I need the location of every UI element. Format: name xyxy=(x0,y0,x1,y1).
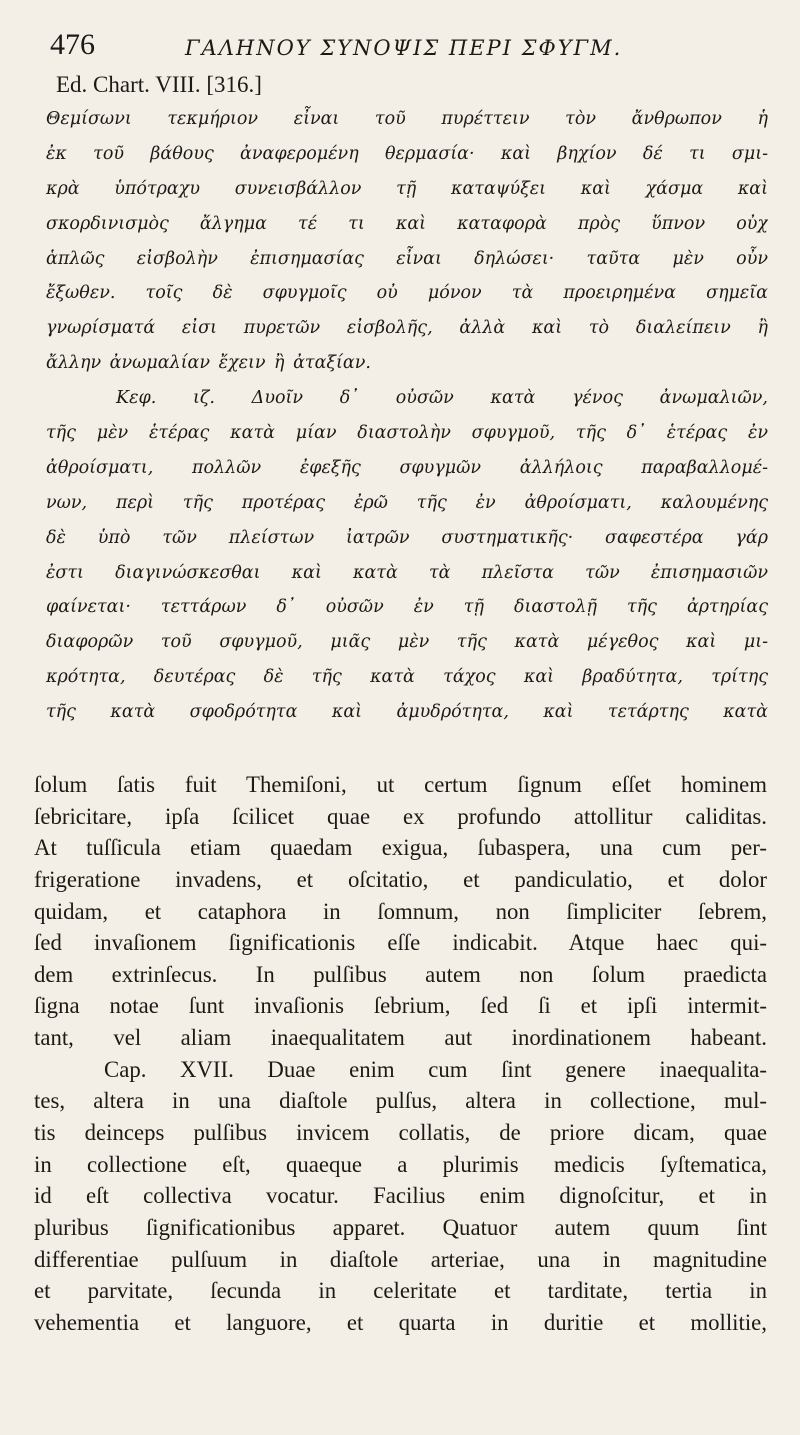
latin-line: At tuſſicula etiam quaedam exigua, ſubaspera, una cum per- xyxy=(34,835,767,861)
latin-line: ſolum ſatis fuit Themiſoni, ut certum ſignum eſſet hominem xyxy=(34,772,767,797)
greek-line: ἄλλην ἀνωμαλίαν ἔχειν ἢ ἀταξίαν. xyxy=(46,353,371,374)
latin-text-block xyxy=(34,769,767,1339)
latin-line: tis deinceps pulſibus invicem collatis, de priore dicam, quae xyxy=(34,1120,767,1146)
latin-line: pluribus ſignificationibus apparet. Quatuor autem quum ſint xyxy=(34,1214,767,1240)
latin-line: differentiae pulſuum in diaſtole arteriae, una in magnitudine xyxy=(34,1246,767,1272)
latin-line: ſed invaſionem ſignificationis eſſe indicabit. Atque haec qui- xyxy=(34,930,767,956)
greek-line: Θεμίσωνι τεκμήριον εἶναι τοῦ πυρέττειν τὸν ἄνθρωπον ἡ xyxy=(46,109,768,129)
greek-line: νων, περὶ τῆς προτέρας ἐρῶ τῆς ἐν ἀθροίσματι, καλουμένης xyxy=(46,492,768,513)
greek-line: ἐκ τοῦ βάθους ἀναφερομένη θερμασία· καὶ βηχίον δέ τι σμι- xyxy=(46,143,768,164)
latin-line: quidam, et cataphora in ſomnum, non ſimpliciter ſebrem, xyxy=(34,898,767,924)
greek-line: φαίνεται· τεττάρων δ᾽ οὐσῶν ἐν τῇ διαστολῇ τῆς ἀρτηρίας xyxy=(46,597,768,618)
latin-line: in collectione eſt, quaeque a plurimis medicis ſyſtematica, xyxy=(34,1151,767,1177)
latin-line: et parvitate, ſecunda in celeritate et tarditate, tertia in xyxy=(34,1278,767,1304)
greek-chapter-heading-line: Κεφ. ιζ. Δυοῖν δ᾽ οὐσῶν κατὰ γένος ἀνωμαλιῶν, xyxy=(116,388,768,409)
latin-line: frigeratione invadens, et oſcitatio, et pandiculatio, et dolor xyxy=(34,866,767,892)
latin-chapter-heading-line: Cap. XVII. Duae enim cum ſint genere inaequalita- xyxy=(104,1056,767,1082)
greek-line: δὲ ὑπὸ τῶν πλείστων ἰατρῶν συστηματικῆς· σαφεστέρα γάρ xyxy=(46,527,768,548)
greek-line: ἁπλῶς εἰσβολὴν ἐπισημασίας εἶναι δηλώσει· ταῦτα μὲν οὖν xyxy=(46,248,768,269)
latin-line: id eſt collectiva vocatur. Facilius enim dignoſcitur, et in xyxy=(34,1183,767,1209)
latin-line: ſebricitare, ipſa ſcilicet quae ex profundo attollitur caliditas. xyxy=(34,803,767,829)
latin-line: tant, vel aliam inaequalitatem aut inordinationem habeant. xyxy=(34,1025,767,1051)
latin-line: ſigna notae ſunt invaſionis ſebrium, ſed ſi et ipſi intermit- xyxy=(34,993,767,1019)
greek-line: κρότητα, δευτέρας δὲ τῆς κατὰ τάχος καὶ βραδύτητα, τρίτης xyxy=(46,667,768,688)
running-head: ΓΑΛΗΝΟΥ ΣΥΝΟΨΙΣ ΠΕΡΙ ΣΦΥΓΜ. xyxy=(185,36,623,60)
greek-line: διαφορῶν τοῦ σφυγμοῦ, μιᾶς μὲν τῆς κατὰ μέγεθος καὶ μι- xyxy=(46,632,768,653)
latin-line: vehementia et languore, et quarta in duritie et mollitie, xyxy=(34,1309,767,1335)
greek-line: ἀθροίσματι, πολλῶν ἐφεξῆς σφυγμῶν ἀλλήλοις παραβαλλομέ- xyxy=(46,457,768,478)
greek-line: σκορδινισμὸς ἄλγημα τέ τι καὶ καταφορὰ πρὸς ὕπνον οὐχ xyxy=(46,213,768,234)
greek-line: τῆς κατὰ σφοδρότητα καὶ ἀμυδρότητα, καὶ τετάρτης κατὰ xyxy=(46,702,768,723)
page-header xyxy=(50,28,750,68)
greek-line: γνωρίσματά εἰσι πυρετῶν εἰσβολῆς, ἀλλὰ καὶ τὸ διαλείπειν ἢ xyxy=(46,318,768,339)
greek-line: κρὰ ὑπότραχυ συνεισβάλλον τῇ καταψύξει καὶ χάσμα καὶ xyxy=(46,178,768,199)
page-number: 476 xyxy=(50,28,95,61)
latin-line: dem extrinſecus. In pulſibus autem non ſolum praedicta xyxy=(34,961,767,987)
edition-reference: Ed. Chart. VIII. [316.] xyxy=(56,72,262,97)
greek-line: ἐστι διαγινώσκεσθαι καὶ κατὰ τὰ πλεῖστα τῶν ἐπισημασιῶν xyxy=(46,562,768,583)
greek-text-block xyxy=(46,102,768,730)
greek-line: ἔξωθεν. τοῖς δὲ σφυγμοῖς οὐ μόνον τὰ προειρημένα σημεῖα xyxy=(46,283,768,304)
greek-line: τῆς μὲν ἑτέρας κατὰ μίαν διαστολὴν σφυγμοῦ, τῆς δ᾽ ἑτέρας ἐν xyxy=(46,423,768,444)
latin-line: tes, altera in una diaſtole pulſus, altera in collectione, mul- xyxy=(34,1088,767,1114)
